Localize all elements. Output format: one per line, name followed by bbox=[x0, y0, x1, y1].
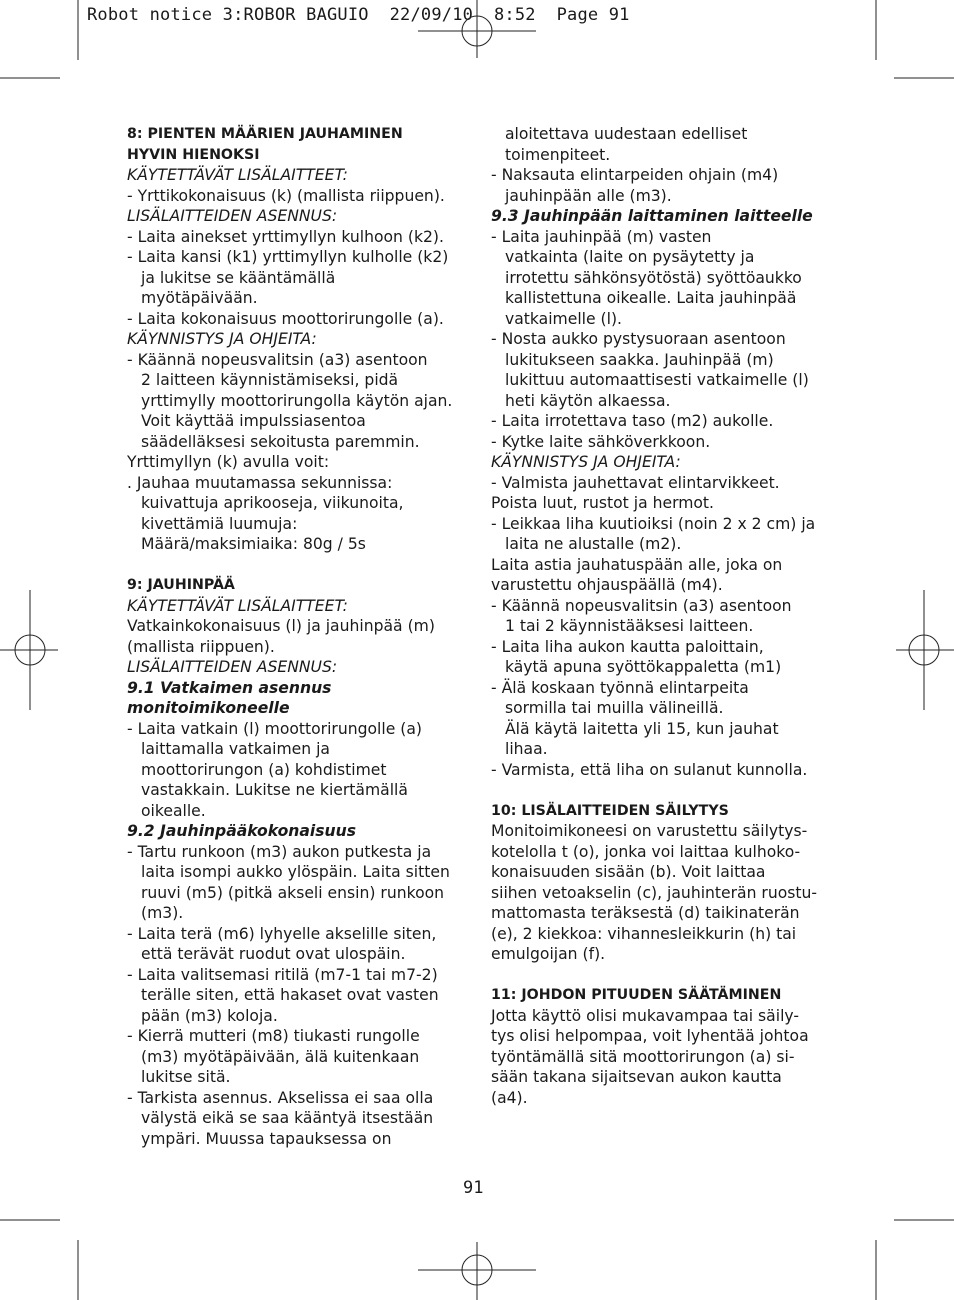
text-line-continued: 2 laitteen käynnistämiseksi, pidä bbox=[141, 371, 399, 389]
section-heading: 11: JOHDON PITUUDEN SÄÄTÄMINEN bbox=[491, 987, 782, 1003]
text-line-continued: (m3). bbox=[141, 904, 184, 922]
text-line: Monitoimikoneesi on varustettu säilytys- bbox=[491, 822, 808, 840]
text-line-continued: myötäpäivään. bbox=[141, 289, 258, 307]
subsection-title: 9.2 Jauhinpääkokonaisuus bbox=[127, 822, 357, 840]
text-line-continued: jauhinpään alle (m3). bbox=[505, 186, 672, 205]
text-line: - Kierrä mutteri (m8) tiukasti rungolle bbox=[127, 1027, 420, 1045]
text-line: työntämällä sitä moottorirungon (a) si- bbox=[491, 1047, 795, 1066]
text-line: - Laita irrotettava taso (m2) aukolle. bbox=[491, 412, 774, 430]
text-line-continued: vatkainta (laite on pysäytetty ja bbox=[505, 248, 755, 266]
text-line-continued: ympäri. Muussa tapauksessa on bbox=[141, 1129, 392, 1148]
text-line: sään takana sijaitsevan aukon kautta bbox=[491, 1068, 782, 1086]
text-line-continued: yrttimylly moottorirungolla käytön ajan. bbox=[141, 391, 453, 410]
text-line-continued: Voit käyttää impulssiasentoa bbox=[141, 412, 366, 430]
text-line-continued: oikealle. bbox=[141, 801, 206, 820]
registration-mark-left bbox=[0, 590, 58, 710]
text-line: - Tarkista asennus. Akselissa ei saa olla bbox=[127, 1088, 434, 1107]
print-slug-header: Robot notice 3:ROBOR BAGUIO 22/09/10 8:52 Page 91 bbox=[87, 5, 630, 25]
section-heading: HYVIN HIENOKSI bbox=[127, 146, 260, 163]
paragraph-gap bbox=[127, 555, 467, 576]
registration-mark-right bbox=[896, 590, 954, 710]
text-line: - Käännä nopeusvalitsin (a3) asentoon bbox=[491, 596, 792, 615]
text-line-continued: lihaa. bbox=[505, 740, 548, 758]
subsection-label: KÄYNNISTYS JA OHJEITA: bbox=[491, 453, 681, 471]
text-line: konaisuuden sisään (b). Voit laittaa bbox=[491, 863, 766, 881]
subsection-label: LISÄLAITTEIDEN ASENNUS: bbox=[127, 207, 338, 225]
registration-mark-top bbox=[418, 0, 536, 58]
text-line-continued: laita isompi aukko ylöspäin. Laita sitten bbox=[141, 863, 450, 881]
text-line-continued: käytä apuna syöttökappaletta (m1) bbox=[505, 658, 782, 676]
page-number: 91 bbox=[463, 1178, 484, 1198]
text-line: - Tartu runkoon (m3) aukon putkesta ja bbox=[127, 842, 432, 861]
paragraph-gap bbox=[491, 965, 831, 986]
text-line: (a4). bbox=[491, 1088, 528, 1107]
text-line: emulgoijan (f). bbox=[491, 945, 606, 963]
text-line: - Älä koskaan työnnä elintarpeita bbox=[491, 678, 749, 697]
text-line: - Naksauta elintarpeiden ohjain (m4) bbox=[491, 166, 779, 184]
text-line-continued: kallistettuna oikealle. Laita jauhinpää bbox=[505, 289, 797, 307]
text-line-continued: vastakkain. Lukitse ne kiertämällä bbox=[141, 781, 408, 799]
text-line: (e), 2 kiekkoa: vihannesleikkurin (h) tai bbox=[491, 924, 797, 943]
text-line: - Laita terä (m6) lyhyelle akselille siten, bbox=[127, 924, 437, 943]
text-line-continued: pään (m3) koloja. bbox=[141, 1006, 278, 1025]
subsection-title: monitoimikoneelle bbox=[127, 699, 290, 717]
text-line-continued: vatkaimelle (l). bbox=[505, 309, 622, 328]
text-line: - Laita kokonaisuus moottorirungolle (a). bbox=[127, 309, 444, 328]
text-line: - Laita ainekset yrttimyllyn kulhoon (k2). bbox=[127, 227, 444, 246]
text-line-continued: Määrä/maksimiaika: 80g / 5s bbox=[141, 535, 366, 553]
registration-mark-bottom bbox=[418, 1242, 536, 1300]
text-line: - Laita vatkain (l) moottorirungolle (a) bbox=[127, 719, 422, 738]
text-line: - Varmista, että liha on sulanut kunnolla. bbox=[491, 760, 808, 779]
text-line-continued: ja lukitse se kääntämällä bbox=[141, 268, 336, 287]
paragraph-gap bbox=[491, 780, 831, 801]
text-line-continued: terälle siten, että hakaset ovat vasten bbox=[141, 986, 439, 1004]
text-line-continued: lukittuu automaattisesti vatkaimelle (l) bbox=[505, 371, 809, 389]
subsection-label: LISÄLAITTEIDEN ASENNUS: bbox=[127, 658, 338, 676]
text-line: . Jauhaa muutamassa sekunnissa: bbox=[127, 473, 393, 492]
text-line-continued: laita ne alustalle (m2). bbox=[505, 535, 682, 553]
text-line: Laita astia jauhatuspään alle, joka on bbox=[491, 555, 783, 574]
subsection-label: KÄYTETTÄVÄT LISÄLAITTEET: bbox=[127, 596, 348, 615]
left-text-column bbox=[127, 124, 467, 1149]
right-text-column bbox=[491, 124, 831, 1108]
text-line: Jotta käyttö olisi mukavampaa tai säily- bbox=[491, 1006, 799, 1025]
text-line-continued: laittamalla vatkaimen ja bbox=[141, 740, 330, 758]
text-line: - Laita liha aukon kautta paloittain, bbox=[491, 637, 764, 656]
text-line-continued: toimenpiteet. bbox=[505, 145, 611, 164]
text-line: Yrttimyllyn (k) avulla voit: bbox=[127, 453, 330, 471]
subsection-title: 9.3 Jauhinpään laittaminen laitteelle bbox=[491, 207, 813, 225]
section-heading: 10: LISÄLAITTEIDEN SÄILYTYS bbox=[491, 802, 729, 819]
text-line: - Kytke laite sähköverkkoon. bbox=[491, 432, 711, 451]
text-line-continued: moottorirungon (a) kohdistimet bbox=[141, 760, 387, 779]
section-heading: 9: JAUHINPÄÄ bbox=[127, 577, 235, 593]
text-line-continued: (m3) myötäpäivään, älä kuitenkaan bbox=[141, 1047, 420, 1066]
text-line: varustettu ohjauspäällä (m4). bbox=[491, 576, 723, 594]
text-line: Vatkainkokonaisuus (l) ja jauhinpää (m) bbox=[127, 617, 435, 635]
section-heading: 8: PIENTEN MÄÄRIEN JAUHAMINEN bbox=[127, 126, 403, 142]
text-line-continued: että terävät ruodut ovat ulospäin. bbox=[141, 945, 406, 963]
text-line-continued: kivettämiä luumuja: bbox=[141, 514, 298, 533]
text-line-continued: irrotettu sähkönsyötöstä) syöttöaukko bbox=[505, 268, 802, 287]
text-line-continued: lukitse sitä. bbox=[141, 1068, 231, 1086]
text-line-continued: heti käytön alkaessa. bbox=[505, 391, 671, 410]
subsection-label: KÄYTETTÄVÄT LISÄLAITTEET: bbox=[127, 166, 348, 184]
text-line: siihen vetoakselin (c), jauhinterän ruostu- bbox=[491, 883, 818, 902]
text-line: kotelolla t (o), jonka voi laittaa kulhoko- bbox=[491, 842, 801, 861]
text-line: Poista luut, rustot ja hermot. bbox=[491, 494, 715, 512]
text-line-continued: välystä eikä se saa kääntyä itsestään bbox=[141, 1109, 434, 1127]
text-line: - Käännä nopeusvalitsin (a3) asentoon bbox=[127, 350, 428, 369]
text-line: mattomasta teräksestä (d) taikinaterän bbox=[491, 904, 800, 922]
subsection-title: 9.1 Vatkaimen asennus bbox=[127, 678, 332, 697]
text-line: (mallista riippuen). bbox=[127, 637, 275, 656]
text-line-continued: kuivattuja aprikooseja, viikunoita, bbox=[141, 494, 404, 512]
text-line: - Yrttikokonaisuus (k) (mallista riippuen). bbox=[127, 186, 445, 205]
text-line-continued: säädelläksesi sekoitusta paremmin. bbox=[141, 432, 420, 451]
text-line-continued: aloitettava uudestaan edelliset bbox=[505, 125, 748, 143]
text-line-continued: ruuvi (m5) (pitkä akseli ensin) runkoon bbox=[141, 883, 445, 902]
text-line: - Valmista jauhettavat elintarvikkeet. bbox=[491, 473, 780, 492]
text-line: - Laita valitsemasi ritilä (m7-1 tai m7-2) bbox=[127, 965, 438, 984]
text-line-continued: 1 tai 2 käynnistääksesi laitteen. bbox=[505, 617, 754, 635]
text-line: - Nosta aukko pystysuoraan asentoon bbox=[491, 330, 786, 348]
text-line-continued: sormilla tai muilla välineillä. bbox=[505, 699, 724, 717]
text-line-continued: lukitukseen saakka. Jauhinpää (m) bbox=[505, 350, 774, 369]
text-line: tys olisi helpompaa, voit lyhentää johtoa bbox=[491, 1027, 809, 1045]
text-line: - Laita kansi (k1) yrttimyllyn kulholle (k2) bbox=[127, 248, 449, 266]
text-line: - Leikkaa liha kuutioiksi (noin 2 x 2 cm) ja bbox=[491, 514, 816, 533]
text-line-continued: Älä käytä laitetta yli 15, kun jauhat bbox=[505, 719, 779, 738]
text-line: - Laita jauhinpää (m) vasten bbox=[491, 227, 712, 246]
subsection-label: KÄYNNISTYS JA OHJEITA: bbox=[127, 330, 317, 348]
